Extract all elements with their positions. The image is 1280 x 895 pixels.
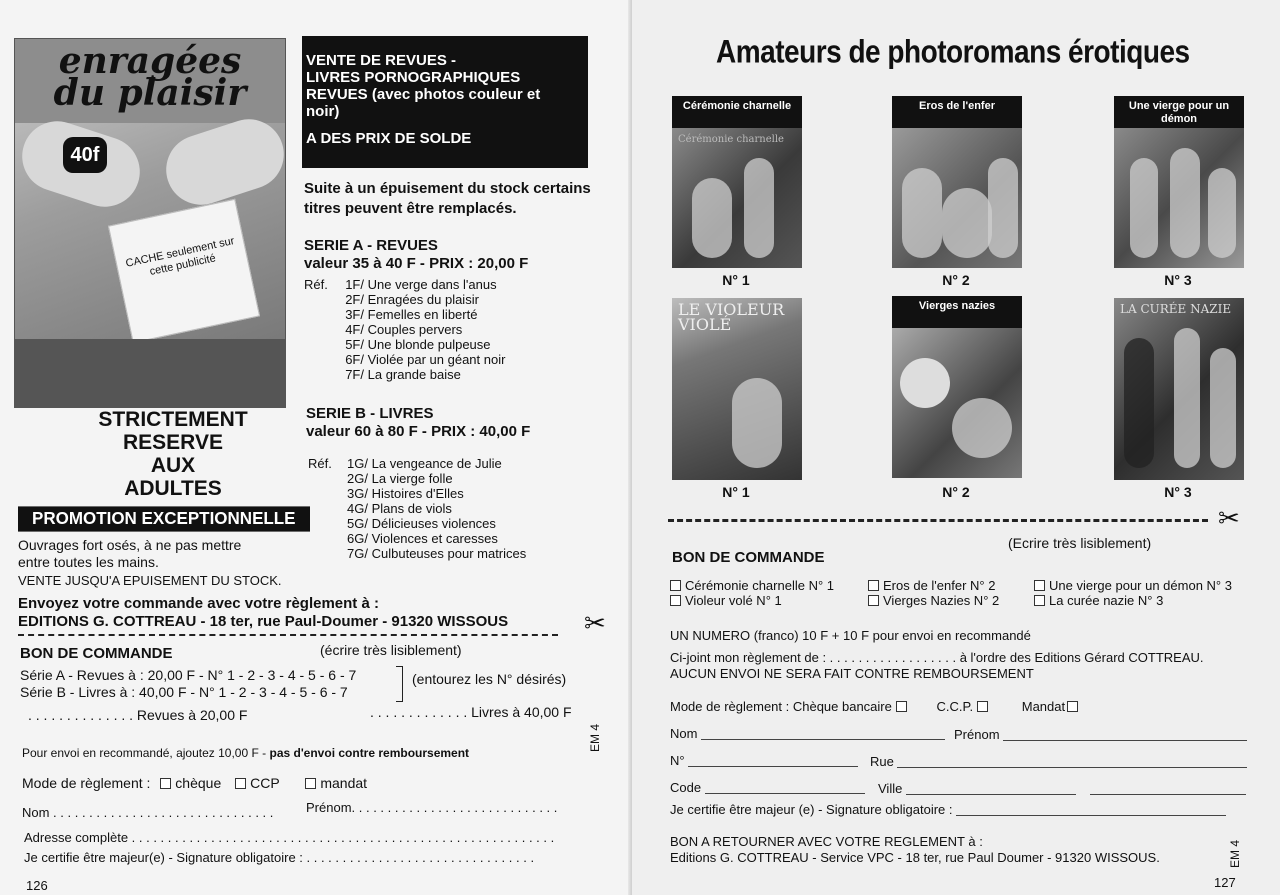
- return-address: Editions G. COTTREAU - Service VPC - 18 ter, rue Paul Doumer - 91320 WISSOUS.: [670, 850, 1160, 865]
- street-field[interactable]: Rue: [870, 754, 1247, 769]
- left-page: [0, 0, 632, 895]
- serie-a-price: valeur 35 à 40 F - PRIX : 20,00 F: [304, 255, 529, 272]
- send-order-text: Envoyez votre commande avec votre règlement à :: [18, 595, 379, 612]
- list-item: 5F/ Une blonde pulpeuse: [345, 337, 491, 352]
- ccp-checkbox[interactable]: [977, 701, 988, 712]
- cheque-checkbox[interactable]: [896, 701, 907, 712]
- sale-banner: VENTE DE REVUES - LIVRES PORNOGRAPHIQUES REVUES (avec photos couleur et noir) A DES PRIX DE SOLDE: [302, 36, 588, 168]
- cheque-checkbox[interactable]: [160, 778, 171, 789]
- option-vierge-demon[interactable]: Une vierge pour un démon N° 3: [1034, 578, 1232, 593]
- serie-b-list: [338, 456, 526, 561]
- address-field[interactable]: Adresse complète . . . . . . . . . . . . . . . . . . . . . . . . . . . . . . . . . . . . . . . . . . . . . . . . . . . . . . . . . . .: [24, 830, 555, 845]
- order-form-title: BON DE COMMANDE: [20, 645, 173, 662]
- promo-text: entre toutes les mains.: [18, 554, 159, 570]
- photoroman-la-curee-nazie[interactable]: [1114, 298, 1244, 480]
- serie-a-order-line: Série A - Revues à : 20,00 F - N° 1 - 2 - 3 - 4 - 5 - 6 - 7: [20, 667, 357, 683]
- adults-only-notice: STRICTEMENT RESERVE AUX ADULTES: [98, 408, 248, 500]
- option-curee-nazie[interactable]: La curée nazie N° 3: [1034, 593, 1232, 608]
- promo-banner: PROMOTION EXCEPTIONNELLE: [18, 506, 310, 531]
- cover-image: [892, 128, 1022, 268]
- list-item: 3G/ Histoires d'Elles: [347, 486, 464, 501]
- issue-number: N° 3: [1164, 272, 1192, 288]
- cover-title: enragées du plaisir: [15, 39, 285, 123]
- price-badge: 40f: [63, 137, 107, 173]
- firstname-field[interactable]: Prénom. . . . . . . . . . . . . . . . . . . . . . . . . . . . .: [306, 800, 558, 815]
- order-options-col2: [868, 578, 999, 608]
- circle-numbers-note: (entourez les N° désirés): [412, 671, 567, 687]
- option-violeur[interactable]: Violeur volé N° 1: [670, 593, 834, 608]
- ref-label: Réf.: [308, 456, 332, 471]
- photoroman-le-violeur-viole[interactable]: [672, 298, 802, 480]
- option-vierges-nazies[interactable]: Vierges Nazies N° 2: [868, 593, 999, 608]
- firstname-field[interactable]: Prénom: [954, 727, 1247, 742]
- cover-image: LA CURÉE NAZIE: [1114, 298, 1244, 480]
- list-item: 6G/ Violences et caresses: [347, 531, 498, 546]
- name-field[interactable]: Nom . . . . . . . . . . . . . . . . . . . . . . . . . . . . . . .: [22, 805, 274, 820]
- stock-note: titres peuvent être remplacés.: [304, 200, 517, 217]
- serie-a-list: [334, 277, 505, 382]
- bracket: [396, 666, 403, 702]
- revues-total-field[interactable]: . . . . . . . . . . . . . . Revues à 20,00 F: [28, 707, 248, 723]
- option-eros[interactable]: Eros de l'enfer N° 2: [868, 578, 999, 593]
- page-number: 126: [26, 878, 48, 893]
- list-item: 1G/ La vengeance de Julie: [347, 456, 502, 471]
- list-item: 7G/ Culbuteuses pour matrices: [347, 546, 527, 561]
- magazine-cover: [14, 38, 286, 408]
- list-item: 4F/ Couples pervers: [345, 322, 463, 337]
- promo-text: VENTE JUSQU'A EPUISEMENT DU STOCK.: [18, 573, 282, 588]
- ref-label: Réf.: [304, 277, 328, 292]
- cover-image: [892, 328, 1022, 478]
- hand-shape: [157, 110, 286, 214]
- list-item: 3F/ Femelles en liberté: [345, 307, 478, 322]
- order-form-title: BON DE COMMANDE: [672, 549, 825, 566]
- em-code: EM 4: [1228, 839, 1242, 868]
- mandat-checkbox[interactable]: [305, 778, 316, 789]
- cover-shadow: [15, 339, 285, 408]
- serie-a-title: SERIE A - REVUES: [304, 237, 438, 254]
- no-cod-note: AUCUN ENVOI NE SERA FAIT CONTRE REMBOURSEMENT: [670, 666, 1034, 681]
- photoroman-vierges-nazies[interactable]: Vierges nazies: [892, 296, 1022, 478]
- price-note: UN NUMERO (franco) 10 F + 10 F pour envoi en recommandé: [670, 628, 1031, 643]
- cache-sticker: CACHE seulement sur cette publicité: [108, 199, 260, 343]
- signature-field[interactable]: Je certifie être majeur(e) - Signature obligatoire : . . . . . . . . . . . . . . . . . . . . . . . . . . . . . . . .: [24, 850, 535, 865]
- promo-text: Ouvrages fort osés, à ne pas mettre: [18, 537, 242, 553]
- list-item: 1F/ Une verge dans l'anus: [345, 277, 497, 292]
- registered-mail-note: Pour envoi en recommandé, ajoutez 10,00 F - pas d'envoi contre remboursement: [22, 746, 470, 760]
- livres-total-field[interactable]: . . . . . . . . . . . . . Livres à 40,00 F: [370, 704, 572, 720]
- stock-note: Suite à un épuisement du stock certains: [304, 180, 591, 197]
- ccp-checkbox[interactable]: [235, 778, 246, 789]
- issue-number: N° 2: [942, 272, 970, 288]
- name-field[interactable]: Nom: [670, 726, 945, 741]
- photoroman-une-vierge-pour-un-demon[interactable]: Une vierge pour un démon: [1114, 96, 1244, 268]
- photoroman-eros-de-lenfer[interactable]: Eros de l'enfer: [892, 96, 1022, 268]
- list-item: 6F/ Violée par un géant noir: [345, 352, 506, 367]
- publisher-address: EDITIONS G. COTTREAU - 18 ter, rue Paul-Doumer - 91320 WISSOUS: [18, 613, 509, 630]
- cover-image: Cérémonie charnelle: [672, 128, 802, 268]
- list-item: 2G/ La vierge folle: [347, 471, 453, 486]
- order-options-col1: [670, 578, 834, 608]
- right-page: [632, 0, 1280, 895]
- payment-mode: Mode de règlement : Chèque bancaire C.C.P. Mandat: [670, 699, 1082, 714]
- list-item: 5G/ Délicieuses violences: [347, 516, 496, 531]
- serie-b-title: SERIE B - LIVRES: [306, 405, 434, 422]
- serie-b-order-line: Série B - Livres à : 40,00 F - N° 1 - 2 - 3 - 4 - 5 - 6 - 7: [20, 684, 348, 700]
- serie-b-price: valeur 60 à 80 F - PRIX : 40,00 F: [306, 423, 531, 440]
- cut-line: [18, 634, 558, 636]
- em-code: EM 4: [588, 723, 602, 752]
- payment-mode: Mode de règlement : chèque CCP mandat: [22, 775, 368, 791]
- write-clearly-note: (Ecrire très lisiblement): [1008, 535, 1152, 551]
- scissors-icon: ✂: [1218, 503, 1240, 533]
- photoroman-ceremonie-charnelle[interactable]: Cérémonie charnelle Cérémonie charnelle: [672, 96, 802, 268]
- issue-number: N° 1: [722, 484, 750, 500]
- list-item: 4G/ Plans de viols: [347, 501, 452, 516]
- return-instruction: BON A RETOURNER AVEC VOTRE REGLEMENT à :: [670, 834, 983, 849]
- page-title: Amateurs de photoromans érotiques: [716, 33, 1190, 70]
- payment-amount-line[interactable]: Ci-joint mon règlement de : . . . . . . . . . . . . . . . . . . à l'ordre des Editions Gérard COTTREAU.: [670, 650, 1204, 665]
- signature-field[interactable]: Je certifie être majeur (e) - Signature obligatoire :: [670, 802, 1226, 817]
- write-clearly-note: (écrire très lisiblement): [320, 642, 462, 658]
- issue-number: N° 3: [1164, 484, 1192, 500]
- issue-number: N° 1: [722, 272, 750, 288]
- page-number: 127: [1214, 875, 1236, 890]
- list-item: 2F/ Enragées du plaisir: [345, 292, 479, 307]
- city-field[interactable]: Ville: [878, 781, 1246, 796]
- list-item: 7F/ La grande baise: [345, 367, 461, 382]
- cover-image: LE VIOLEUR VIOLÉ: [672, 298, 802, 480]
- option-ceremonie[interactable]: Cérémonie charnelle N° 1: [670, 578, 834, 593]
- number-field[interactable]: N°: [670, 753, 858, 768]
- cut-line: [668, 519, 1208, 522]
- issue-number: N° 2: [942, 484, 970, 500]
- order-options-col3: [1034, 578, 1232, 608]
- mandat-checkbox[interactable]: [1067, 701, 1078, 712]
- scissors-icon: ✂: [584, 608, 606, 638]
- cover-image: [1114, 128, 1244, 268]
- postcode-field[interactable]: Code: [670, 780, 865, 795]
